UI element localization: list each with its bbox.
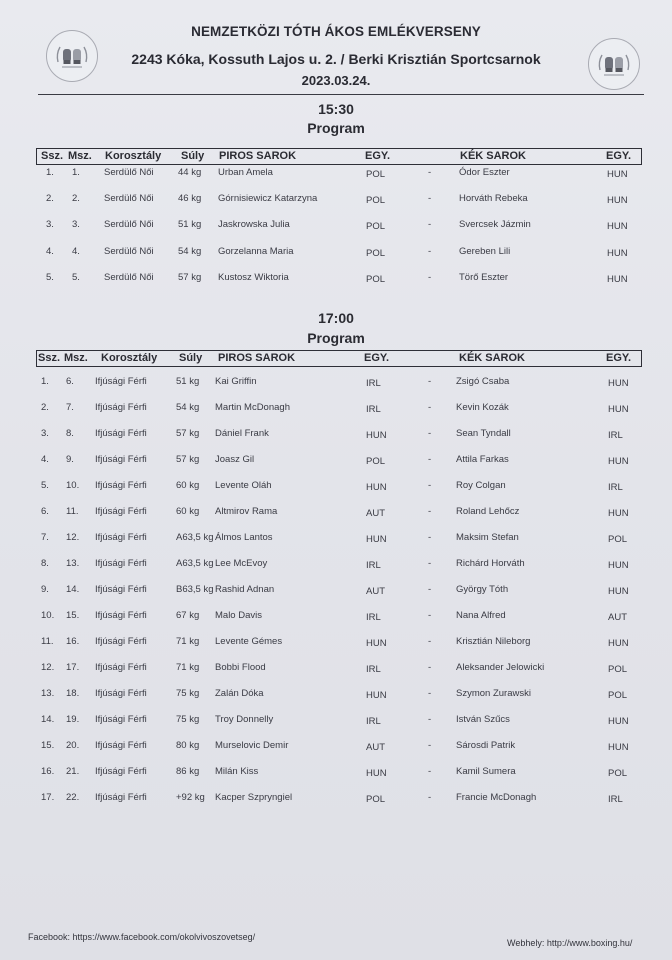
red-corner-team: IRL bbox=[366, 404, 381, 415]
age-category: Ifjúsági Férfi bbox=[95, 688, 147, 699]
match-number: 8. bbox=[66, 428, 74, 439]
facebook-link[interactable]: Facebook: https://www.facebook.com/okolvivoszovetseg/ bbox=[28, 932, 256, 942]
red-corner-name: Joasz Gil bbox=[215, 454, 255, 465]
red-corner-team: POL bbox=[366, 169, 386, 180]
separator: - bbox=[428, 402, 432, 413]
red-corner-team: IRL bbox=[366, 560, 381, 571]
blue-corner-team: HUN bbox=[608, 404, 629, 415]
age-category: Serdülő Női bbox=[104, 271, 154, 283]
age-category: Serdülő Női bbox=[104, 193, 154, 205]
red-corner-name: Kai Griffin bbox=[215, 376, 257, 387]
table-row bbox=[0, 376, 672, 392]
red-corner-name: Rashid Adnan bbox=[215, 584, 275, 595]
weight-class: 80 kg bbox=[176, 740, 200, 751]
bout-number: 1. bbox=[46, 167, 54, 178]
weight-class: 71 kg bbox=[176, 636, 200, 647]
table-header bbox=[36, 350, 642, 367]
red-corner-team: POL bbox=[366, 247, 386, 259]
separator: - bbox=[428, 506, 432, 517]
blue-corner-team: POL bbox=[608, 768, 628, 779]
bout-number: 12. bbox=[41, 662, 55, 673]
bout-number: 9. bbox=[41, 584, 49, 595]
separator: - bbox=[428, 219, 432, 231]
red-corner-name: Górnisiewicz Katarzyna bbox=[218, 193, 318, 205]
table-row bbox=[0, 584, 672, 600]
separator: - bbox=[428, 688, 432, 699]
age-category: Serdülő Női bbox=[104, 219, 154, 231]
table-row bbox=[0, 714, 672, 730]
blue-corner-team: HUN bbox=[607, 221, 628, 233]
match-number: 20. bbox=[66, 740, 80, 751]
blue-corner-name: Ódor Eszter bbox=[459, 167, 510, 178]
red-corner-team: HUN bbox=[366, 430, 387, 441]
separator: - bbox=[428, 714, 432, 725]
blue-corner-name: Attila Farkas bbox=[456, 454, 509, 465]
red-corner-team: POL bbox=[366, 794, 386, 805]
separator: - bbox=[428, 766, 432, 777]
red-corner-name: Malo Davis bbox=[215, 610, 262, 621]
separator: - bbox=[428, 480, 432, 491]
blue-corner-name: Zsigó Csaba bbox=[456, 376, 510, 387]
event-title: NEMZETKÖZI TÓTH ÁKOS EMLÉKVERSENY bbox=[191, 24, 481, 39]
age-category: Ifjúsági Férfi bbox=[95, 454, 147, 465]
blue-corner-team: HUN bbox=[608, 638, 629, 649]
col-msz: Msz. bbox=[68, 150, 92, 162]
separator: - bbox=[428, 610, 432, 621]
bout-number: 3. bbox=[41, 428, 49, 439]
weight-class: 60 kg bbox=[176, 506, 200, 517]
bout-number: 2. bbox=[41, 402, 49, 413]
bout-number: 2. bbox=[46, 193, 54, 205]
weight-class: B63,5 kg bbox=[176, 584, 214, 595]
red-corner-team: POL bbox=[366, 273, 386, 285]
red-corner-team: AUT bbox=[366, 742, 385, 753]
blue-corner-team: AUT bbox=[608, 612, 627, 623]
col-blue-team: EGY. bbox=[606, 352, 632, 364]
blue-corner-name: Roland Lehőcz bbox=[456, 506, 520, 517]
match-number: 3. bbox=[72, 219, 80, 231]
blue-corner-name: Svercsek Jázmin bbox=[459, 219, 531, 231]
event-address: 2243 Kóka, Kossuth Lajos u. 2. / Berki Krisztián Sportcsarnok bbox=[131, 51, 541, 67]
match-number: 17. bbox=[66, 662, 80, 673]
red-corner-name: Gorzelanna Maria bbox=[218, 245, 294, 257]
match-number: 5. bbox=[72, 271, 80, 283]
table-row bbox=[0, 454, 672, 470]
age-category: Serdülő Női bbox=[104, 167, 154, 178]
col-red-corner: PIROS SAROK bbox=[219, 150, 297, 162]
red-corner-team: AUT bbox=[366, 508, 385, 519]
blue-corner-name: Kevin Kozák bbox=[456, 402, 509, 413]
bout-number: 8. bbox=[41, 558, 49, 569]
blue-corner-team: IRL bbox=[608, 794, 623, 805]
red-corner-team: POL bbox=[366, 195, 386, 207]
age-category: Ifjúsági Férfi bbox=[95, 480, 147, 491]
website-link[interactable]: Webhely: http://www.boxing.hu/ bbox=[507, 938, 633, 948]
red-corner-name: Álmos Lantos bbox=[215, 532, 273, 543]
match-number: 4. bbox=[72, 245, 80, 257]
table-row bbox=[0, 167, 672, 183]
col-red-team: EGY. bbox=[365, 150, 391, 162]
header-divider bbox=[38, 94, 644, 95]
red-corner-name: Levente Gémes bbox=[215, 636, 283, 647]
table-row bbox=[0, 272, 672, 288]
red-corner-team: HUN bbox=[366, 638, 387, 649]
red-corner-name: Urban Amela bbox=[218, 167, 273, 178]
table-row bbox=[0, 428, 672, 444]
blue-corner-team: HUN bbox=[608, 378, 629, 389]
weight-class: 51 kg bbox=[176, 376, 200, 387]
separator: - bbox=[428, 245, 432, 257]
table-row bbox=[0, 480, 672, 496]
blue-corner-name: Roy Colgan bbox=[456, 480, 506, 491]
red-corner-team: HUN bbox=[366, 768, 387, 779]
weight-class: A63,5 kg bbox=[176, 532, 214, 543]
red-corner-team: POL bbox=[366, 456, 386, 467]
table-row bbox=[0, 766, 672, 782]
match-number: 2. bbox=[72, 193, 80, 205]
weight-class: 75 kg bbox=[176, 688, 200, 699]
blue-corner-name: Francie McDonagh bbox=[456, 792, 537, 803]
red-corner-name: Levente Oláh bbox=[215, 480, 272, 491]
weight-class: 86 kg bbox=[176, 766, 200, 777]
bout-number: 3. bbox=[46, 219, 54, 231]
match-number: 13. bbox=[66, 558, 80, 569]
blue-corner-team: IRL bbox=[608, 482, 623, 493]
blue-corner-name: Richárd Horváth bbox=[456, 558, 525, 569]
red-corner-name: Bobbi Flood bbox=[215, 662, 266, 673]
col-blue-corner: KÉK SAROK bbox=[460, 150, 527, 162]
bout-number: 13. bbox=[41, 688, 55, 699]
age-category: Ifjúsági Férfi bbox=[95, 428, 147, 439]
blue-corner-team: HUN bbox=[607, 273, 628, 285]
age-category: Ifjúsági Férfi bbox=[95, 766, 147, 777]
col-ssz: Ssz. bbox=[38, 352, 61, 364]
age-category: Ifjúsági Férfi bbox=[95, 532, 147, 543]
weight-class: 51 kg bbox=[178, 219, 202, 231]
col-age: Korosztály bbox=[105, 150, 162, 162]
col-msz: Msz. bbox=[64, 352, 88, 364]
match-number: 7. bbox=[66, 402, 74, 413]
weight-class: 54 kg bbox=[178, 245, 202, 257]
session-label: Program bbox=[307, 120, 365, 136]
age-category: Ifjúsági Férfi bbox=[95, 792, 147, 803]
separator: - bbox=[428, 792, 432, 803]
age-category: Ifjúsági Férfi bbox=[95, 506, 147, 517]
weight-class: 57 kg bbox=[176, 428, 200, 439]
col-weight: Súly bbox=[179, 352, 203, 364]
bout-number: 5. bbox=[46, 271, 54, 283]
red-corner-team: IRL bbox=[366, 664, 381, 675]
blue-corner-name: Aleksander Jelowicki bbox=[456, 662, 545, 673]
match-number: 21. bbox=[66, 766, 80, 777]
blue-corner-team: HUN bbox=[607, 195, 628, 207]
table-row bbox=[0, 558, 672, 574]
separator: - bbox=[428, 558, 432, 569]
blue-corner-team: HUN bbox=[608, 742, 629, 753]
match-number: 15. bbox=[66, 610, 80, 621]
weight-class: 60 kg bbox=[176, 480, 200, 491]
red-corner-name: Kustosz Wiktoria bbox=[218, 271, 289, 283]
col-red-team: EGY. bbox=[364, 352, 390, 364]
blue-corner-team: IRL bbox=[608, 430, 623, 441]
age-category: Ifjúsági Férfi bbox=[95, 558, 147, 569]
event-date: 2023.03.24. bbox=[301, 73, 371, 88]
blue-corner-name: István Szűcs bbox=[456, 714, 510, 725]
age-category: Ifjúsági Férfi bbox=[95, 636, 147, 647]
blue-corner-name: Nana Alfred bbox=[456, 610, 506, 621]
separator: - bbox=[428, 167, 432, 178]
separator: - bbox=[428, 428, 432, 439]
blue-corner-team: HUN bbox=[608, 560, 629, 571]
weight-class: 54 kg bbox=[176, 402, 200, 413]
separator: - bbox=[428, 193, 432, 205]
red-corner-name: Troy Donnelly bbox=[215, 714, 274, 725]
bout-number: 4. bbox=[46, 245, 54, 257]
blue-corner-name: Sárosdi Patrik bbox=[456, 740, 516, 751]
red-corner-name: Zalán Dóka bbox=[215, 688, 264, 699]
blue-corner-name: György Tóth bbox=[456, 584, 509, 595]
weight-class: 44 kg bbox=[178, 167, 202, 178]
match-number: 1. bbox=[72, 167, 80, 178]
table-row bbox=[0, 688, 672, 704]
table-row bbox=[0, 532, 672, 548]
table-row bbox=[0, 193, 672, 209]
blue-corner-name: Gereben Lili bbox=[459, 245, 511, 257]
match-number: 19. bbox=[66, 714, 80, 725]
table-row bbox=[0, 506, 672, 522]
red-corner-name: Lee McEvoy bbox=[215, 558, 268, 569]
red-corner-name: Altmirov Rama bbox=[215, 506, 278, 517]
blue-corner-team: POL bbox=[608, 534, 628, 545]
match-number: 16. bbox=[66, 636, 80, 647]
weight-class: A63,5 kg bbox=[176, 558, 214, 569]
bout-number: 1. bbox=[41, 376, 49, 387]
blue-corner-name: Horváth Rebeka bbox=[459, 193, 528, 205]
match-number: 6. bbox=[66, 376, 74, 387]
bout-number: 11. bbox=[41, 636, 54, 647]
blue-corner-team: HUN bbox=[608, 586, 629, 597]
red-corner-name: Jaskrowska Julia bbox=[218, 219, 290, 231]
session-time: 17:00 bbox=[318, 310, 354, 326]
match-number: 9. bbox=[66, 454, 74, 465]
match-number: 10. bbox=[66, 480, 80, 491]
table-header bbox=[36, 148, 642, 165]
table-row bbox=[0, 662, 672, 678]
col-ssz: Ssz. bbox=[41, 150, 64, 162]
separator: - bbox=[428, 532, 432, 543]
bout-number: 7. bbox=[41, 532, 49, 543]
table-row bbox=[0, 246, 672, 262]
col-red-corner: PIROS SAROK bbox=[218, 352, 296, 364]
bout-number: 16. bbox=[41, 766, 55, 777]
weight-class: 71 kg bbox=[176, 662, 200, 673]
match-number: 18. bbox=[66, 688, 80, 699]
age-category: Ifjúsági Férfi bbox=[95, 714, 147, 725]
weight-class: +92 kg bbox=[176, 792, 205, 803]
weight-class: 75 kg bbox=[176, 714, 200, 725]
separator: - bbox=[428, 584, 432, 595]
red-corner-team: IRL bbox=[366, 612, 381, 623]
red-corner-name: Martin McDonagh bbox=[215, 402, 290, 413]
table-row bbox=[0, 402, 672, 418]
blue-corner-team: HUN bbox=[607, 247, 628, 259]
blue-corner-team: POL bbox=[608, 690, 628, 701]
table-row bbox=[0, 636, 672, 652]
blue-corner-team: HUN bbox=[608, 508, 629, 519]
red-corner-name: Milán Kiss bbox=[215, 766, 259, 777]
bout-number: 4. bbox=[41, 454, 49, 465]
bout-number: 6. bbox=[41, 506, 49, 517]
age-category: Serdülő Női bbox=[104, 245, 154, 257]
weight-class: 46 kg bbox=[178, 193, 202, 205]
col-blue-corner: KÉK SAROK bbox=[459, 352, 526, 364]
table-row bbox=[0, 792, 672, 808]
bout-number: 10. bbox=[41, 610, 55, 621]
red-corner-team: AUT bbox=[366, 586, 385, 597]
match-number: 12. bbox=[66, 532, 80, 543]
session-time: 15:30 bbox=[318, 101, 354, 117]
red-corner-team: HUN bbox=[366, 482, 387, 493]
bout-number: 14. bbox=[41, 714, 55, 725]
age-category: Ifjúsági Férfi bbox=[95, 402, 147, 413]
age-category: Ifjúsági Férfi bbox=[95, 376, 147, 387]
separator: - bbox=[428, 662, 432, 673]
col-age: Korosztály bbox=[101, 352, 158, 364]
age-category: Ifjúsági Férfi bbox=[95, 662, 147, 673]
red-corner-team: HUN bbox=[366, 690, 387, 701]
blue-corner-name: Szymon Zurawski bbox=[456, 688, 531, 699]
table-row bbox=[0, 219, 672, 235]
session-label: Program bbox=[307, 330, 365, 346]
blue-corner-name: Törő Eszter bbox=[459, 271, 509, 283]
age-category: Ifjúsági Férfi bbox=[95, 740, 147, 751]
blue-corner-team: POL bbox=[608, 664, 628, 675]
red-corner-team: IRL bbox=[366, 716, 381, 727]
separator: - bbox=[428, 454, 432, 465]
separator: - bbox=[428, 376, 432, 387]
bout-number: 5. bbox=[41, 480, 49, 491]
match-number: 14. bbox=[66, 584, 80, 595]
blue-corner-name: Maksim Stefan bbox=[456, 532, 519, 543]
weight-class: 67 kg bbox=[176, 610, 200, 621]
blue-corner-name: Krisztián Nileborg bbox=[456, 636, 531, 647]
red-corner-team: IRL bbox=[366, 378, 381, 389]
age-category: Ifjúsági Férfi bbox=[95, 584, 147, 595]
table-row bbox=[0, 610, 672, 626]
red-corner-name: Kacper Szpryngiel bbox=[215, 792, 293, 803]
blue-corner-name: Kamil Sumera bbox=[456, 766, 516, 777]
separator: - bbox=[428, 271, 432, 283]
red-corner-name: Murselovic Demir bbox=[215, 740, 289, 751]
weight-class: 57 kg bbox=[178, 271, 202, 283]
bout-number: 17. bbox=[41, 792, 55, 803]
red-corner-name: Dániel Frank bbox=[215, 428, 269, 439]
age-category: Ifjúsági Férfi bbox=[95, 610, 147, 621]
separator: - bbox=[428, 740, 432, 751]
red-corner-team: HUN bbox=[366, 534, 387, 545]
separator: - bbox=[428, 636, 432, 647]
blue-corner-team: HUN bbox=[608, 456, 629, 467]
red-corner-team: POL bbox=[366, 221, 386, 233]
table-row bbox=[0, 740, 672, 756]
col-blue-team: EGY. bbox=[606, 150, 632, 162]
weight-class: 57 kg bbox=[176, 454, 200, 465]
blue-corner-team: HUN bbox=[608, 716, 629, 727]
bout-number: 15. bbox=[41, 740, 55, 751]
match-number: 22. bbox=[66, 792, 80, 803]
col-weight: Súly bbox=[181, 150, 205, 162]
blue-corner-team: HUN bbox=[607, 169, 628, 180]
blue-corner-name: Sean Tyndall bbox=[456, 428, 511, 439]
match-number: 11. bbox=[66, 506, 79, 517]
